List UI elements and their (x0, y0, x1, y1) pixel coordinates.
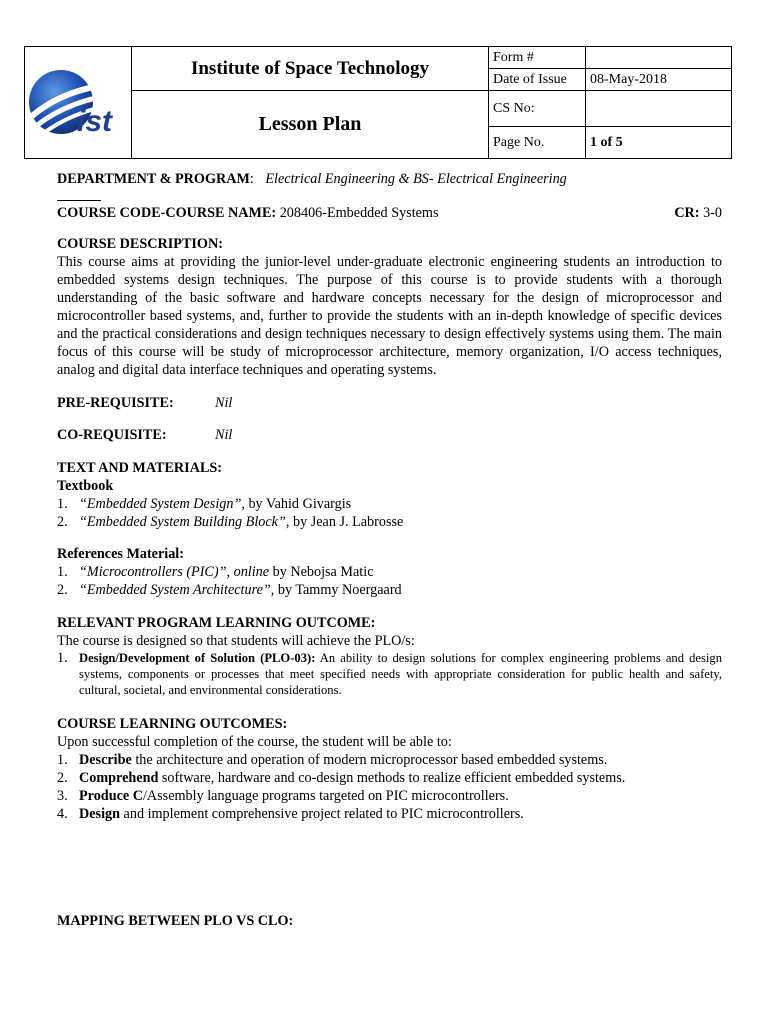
course-description-heading: COURSE DESCRIPTION: (57, 236, 223, 252)
cs-number-value (586, 91, 732, 127)
corequisite-label: CO-REQUISITE: (57, 427, 167, 443)
logo-text: ist (77, 105, 113, 138)
department-label: DEPARTMENT & PROGRAM (57, 171, 250, 187)
clo-intro: Upon successful completion of the course, the student will be able to: (57, 734, 452, 750)
clo-section (57, 715, 722, 823)
references-list (57, 563, 722, 599)
text-materials-heading: TEXT AND MATERIALS: (57, 460, 223, 476)
document-title: Lesson Plan (132, 91, 489, 159)
document-header (24, 46, 732, 154)
list-item: 2. “Embedded System Building Block”, by Jean J. Labrosse (57, 514, 404, 530)
prerequisite-line (57, 394, 722, 412)
ist-logo-icon (25, 47, 131, 153)
list-item: 4. Design and implement comprehensive project related to PIC microcontrollers. (57, 806, 524, 822)
mapping-section (57, 912, 722, 930)
clo-list (57, 751, 722, 823)
list-item: 2. “Embedded System Architecture”, by Tammy Noergaard (57, 582, 402, 598)
department-value: Electrical Engineering & BS- Electrical Engineering (265, 171, 567, 187)
text-materials-section (57, 459, 722, 599)
plo-list (57, 650, 722, 698)
underline-divider (57, 200, 101, 201)
page-number-label: Page No. (489, 127, 586, 159)
plo-heading: RELEVANT PROGRAM LEARNING OUTCOME: (57, 615, 376, 631)
credit-value: 3-0 (703, 205, 722, 221)
institute-name: Institute of Space Technology (132, 47, 489, 91)
corequisite-value: Nil (215, 427, 233, 443)
course-description-section (57, 235, 722, 379)
credit-label: CR: (674, 205, 700, 221)
course-code-line (57, 204, 722, 222)
list-item: 1. Describe the architecture and operation of modern microprocessor based embedded systems. (57, 752, 608, 768)
list-item: 2. Comprehend software, hardware and co-design methods to realize efficient embedded systems. (57, 770, 626, 786)
clo-heading: COURSE LEARNING OUTCOMES: (57, 716, 288, 732)
prerequisite-label: PRE-REQUISITE: (57, 395, 174, 411)
prerequisite-value: Nil (215, 395, 233, 411)
credit-hours (674, 204, 722, 222)
list-item: 1. “Microcontrollers (PIC)”, online by Nebojsa Matic (57, 564, 374, 580)
list-item: 1. “Embedded System Design”, by Vahid Givargis (57, 496, 352, 512)
plo-intro: The course is designed so that students will achieve the PLO/s: (57, 633, 415, 649)
mapping-heading: MAPPING BETWEEN PLO VS CLO: (57, 913, 294, 929)
references-heading: References Material: (57, 546, 184, 562)
logo-cell (25, 47, 132, 159)
cs-number-label: CS No: (489, 91, 586, 127)
textbook-heading: Textbook (57, 478, 114, 494)
list-item: 1. Design/Development of Solution (PLO-03): An ability to design solutions for complex engineering problems and design systems, components or processes that meet specified needs with appropriate consideration for public health and safety, cultural, societal, and environmental considerations. (57, 650, 722, 697)
course-code-value: 208406-Embedded Systems (279, 205, 439, 221)
list-item: 3. Produce C/Assembly language programs targeted on PIC microcontrollers. (57, 788, 509, 804)
department-program-line (57, 170, 722, 188)
course-description-text: This course aims at providing the junior-level under-graduate electronic engineering students an introduction to embedded systems design techniques. The purpose of this course is to provide students with a thorough understanding of the basic software and hardware concepts necessary for the design of microprocessor and microcontroller based systems, and, further to provide the students with an in-depth knowledge of specific devices and the practical considerations and design techniques necessary to design effectively systems using them. The main focus of this course will be study of microprocessor architecture, memory organization, I/O access techniques, analog and digital data interface techniques and operating systems. (57, 254, 722, 378)
date-of-issue-value: 08-May-2018 (586, 69, 732, 91)
form-number-value (586, 47, 732, 69)
plo-section (57, 614, 722, 698)
course-code-label: COURSE CODE-COURSE NAME: (57, 205, 277, 221)
corequisite-line (57, 426, 722, 444)
page-number-value: 1 of 5 (586, 127, 732, 159)
department-separator: : (249, 171, 254, 187)
date-of-issue-label: Date of Issue (489, 69, 586, 91)
textbook-list (57, 495, 722, 531)
form-number-label: Form # (489, 47, 586, 69)
